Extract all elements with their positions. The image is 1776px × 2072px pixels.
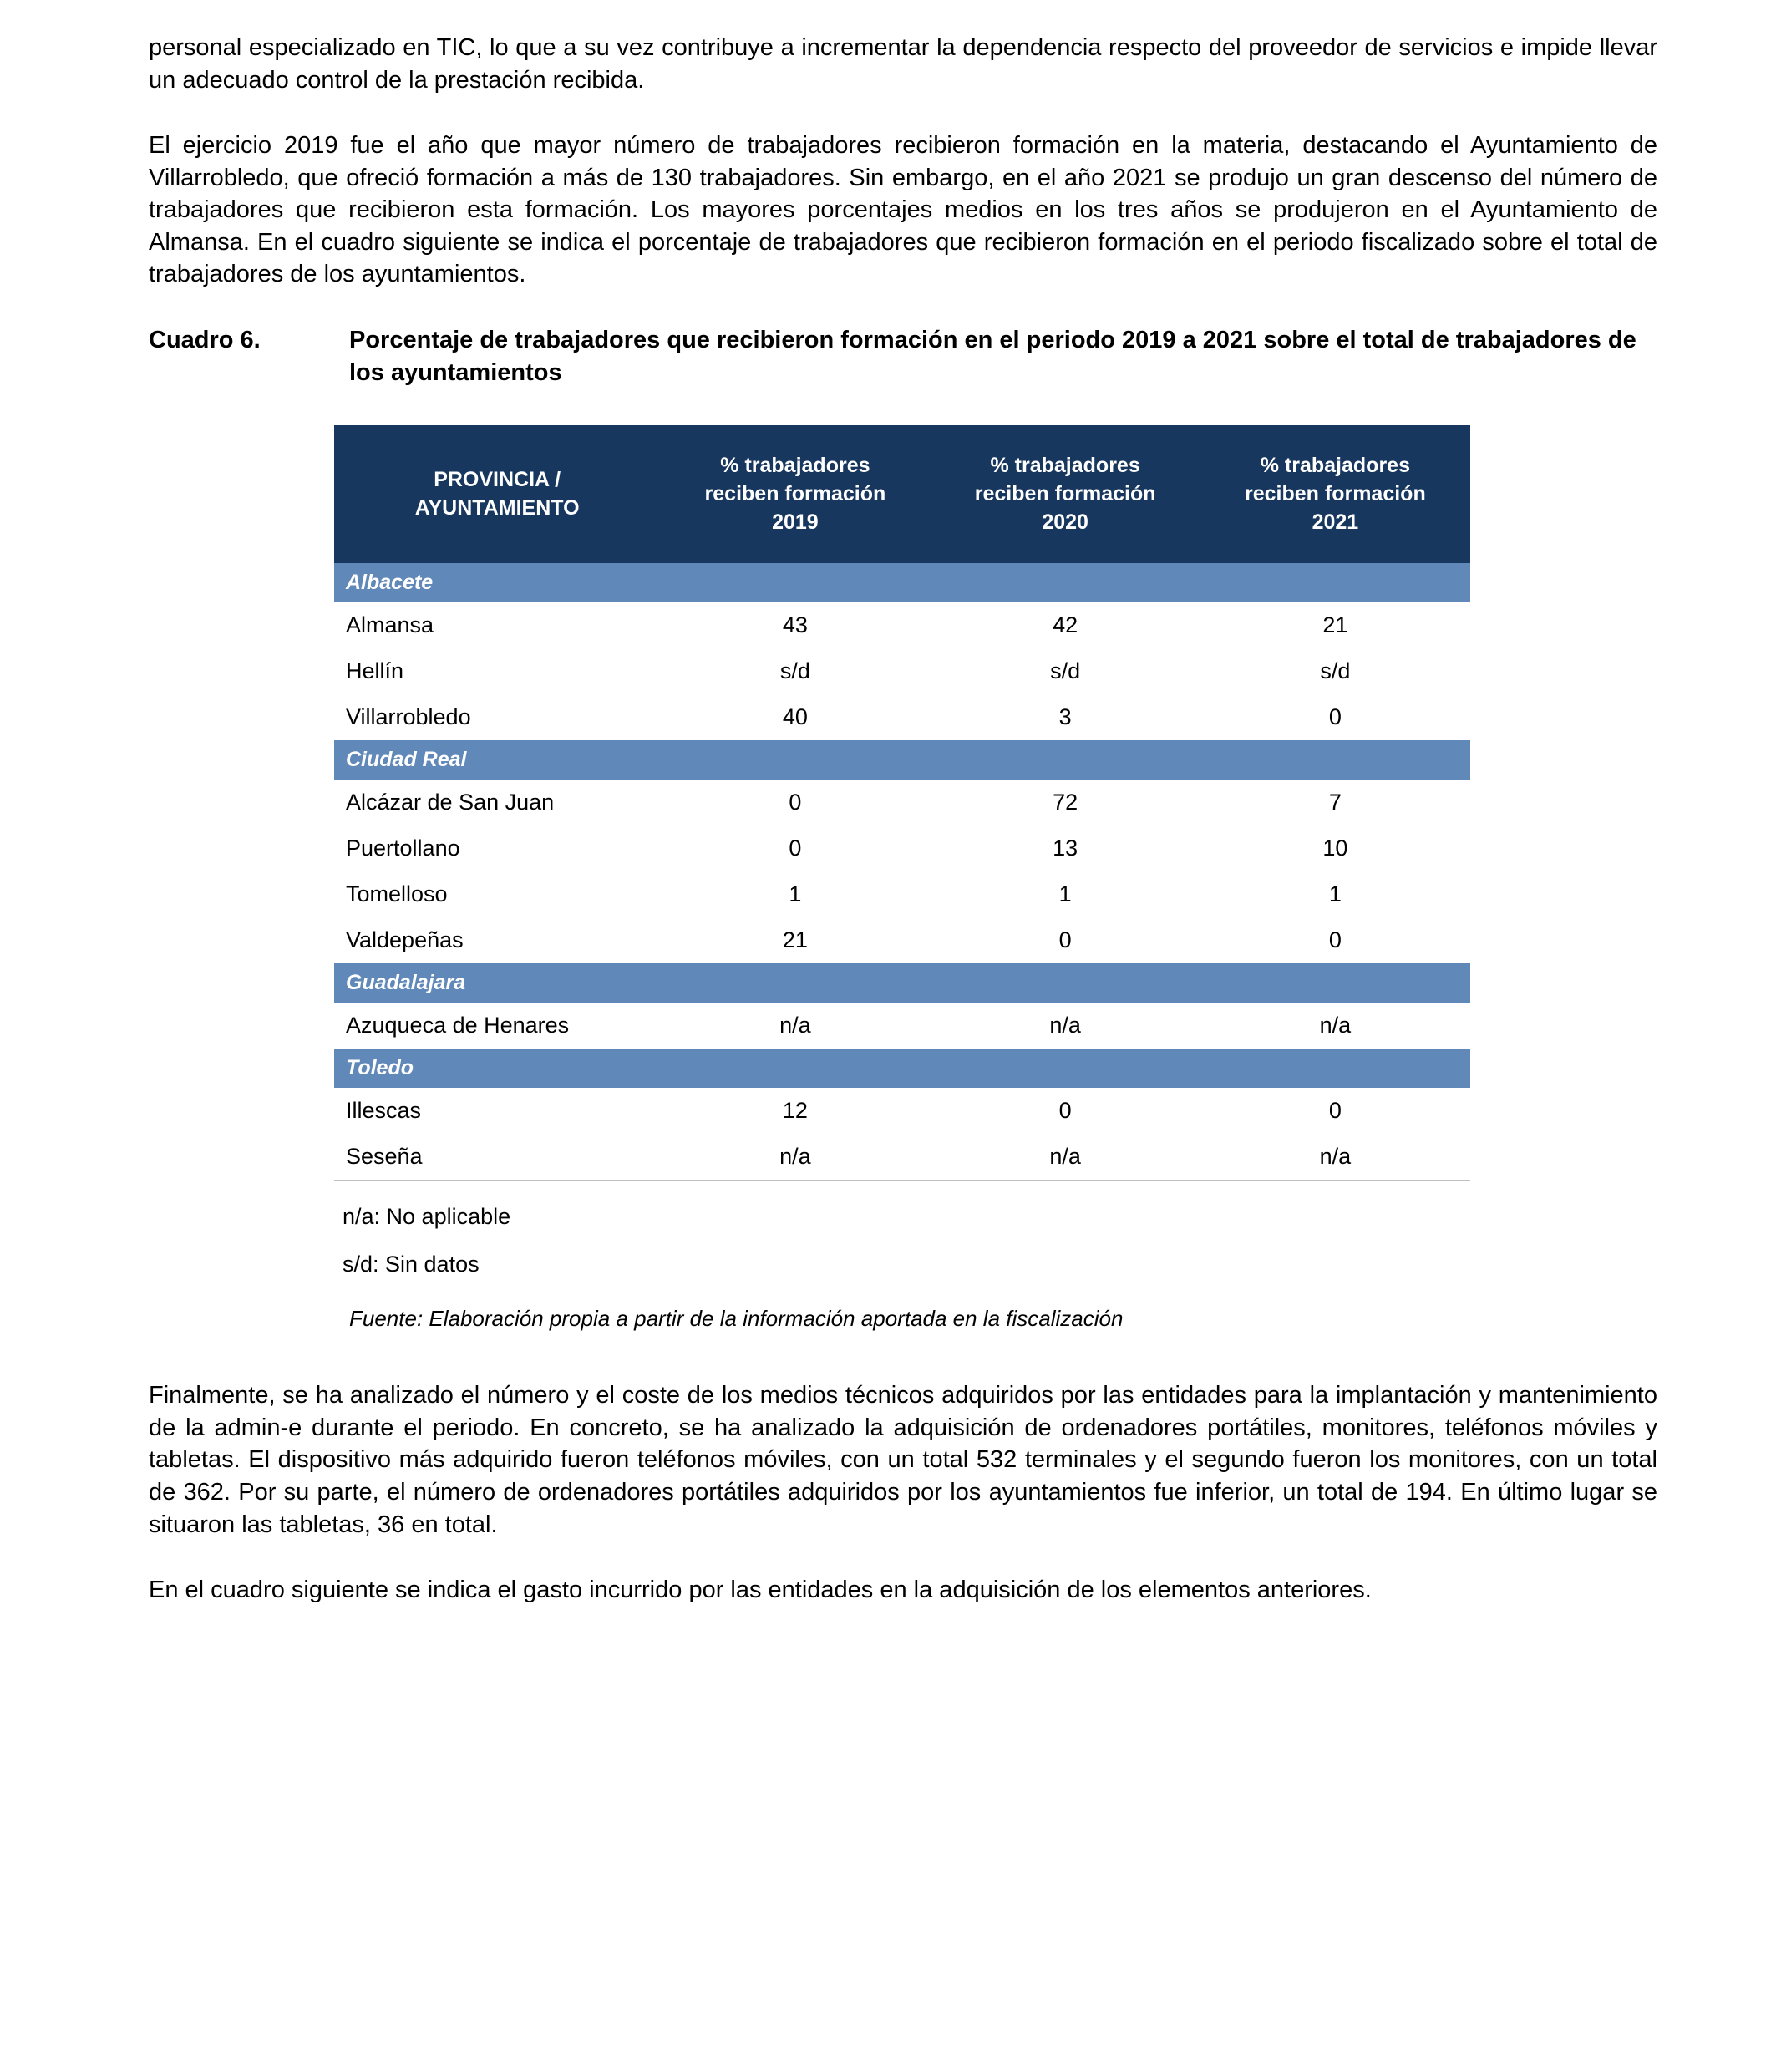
value-2020: 3 <box>931 694 1200 740</box>
table-source: Fuente: Elaboración propia a partir de la información aportada en la fiscalización <box>349 1305 1124 1331</box>
value-2020: 0 <box>931 1088 1200 1134</box>
table-body <box>334 563 1470 1181</box>
value-2021: 0 <box>1200 917 1470 963</box>
table-container <box>334 425 1470 1181</box>
municipality-name: Illescas <box>334 1088 660 1134</box>
footnote-sd: s/d: Sin datos <box>343 1252 480 1277</box>
municipality-name: Puertollano <box>334 825 660 871</box>
municipality-name: Villarrobledo <box>334 694 660 740</box>
header-provincia-ayuntamiento: PROVINCIA / AYUNTAMIENTO <box>334 425 660 563</box>
province-label: Albacete <box>334 563 1470 602</box>
municipality-name: Azuqueca de Henares <box>334 1003 660 1049</box>
value-2019: s/d <box>660 648 930 694</box>
table-row-puertollano <box>334 825 1470 871</box>
value-2020: 1 <box>931 871 1200 917</box>
value-2021: 0 <box>1200 1088 1470 1134</box>
table-row-villarrobledo <box>334 694 1470 740</box>
table-footnotes <box>343 1202 1657 1333</box>
value-2019: 12 <box>660 1088 930 1134</box>
municipality-name: Hellín <box>334 648 660 694</box>
header-formacion-2019: % trabajadores reciben formación 2019 <box>660 425 930 563</box>
province-label: Guadalajara <box>334 963 1470 1003</box>
header-formacion-2021: % trabajadores reciben formación 2021 <box>1200 425 1470 563</box>
province-label: Toledo <box>334 1049 1470 1088</box>
table-row-hellin <box>334 648 1470 694</box>
table-caption <box>149 324 1657 388</box>
paragraph-intro: personal especializado en TIC, lo que a su vez contribuye a incrementar la dependencia respecto del proveedor de servicios e impide llevar un adecuado control de la prestación recibida. <box>149 34 1657 94</box>
province-row-albacete <box>334 563 1470 602</box>
table-row-sesena <box>334 1134 1470 1181</box>
value-2020: 72 <box>931 780 1200 825</box>
value-2019: 43 <box>660 602 930 648</box>
value-2019: 21 <box>660 917 930 963</box>
value-2020: 42 <box>931 602 1200 648</box>
value-2020: 13 <box>931 825 1200 871</box>
municipality-name: Valdepeñas <box>334 917 660 963</box>
value-2019: 0 <box>660 825 930 871</box>
footnote-na: n/a: No aplicable <box>343 1204 511 1230</box>
table-row-alcazar <box>334 780 1470 825</box>
table-header-row <box>334 425 1470 563</box>
formacion-table <box>334 425 1470 1181</box>
municipality-name: Alcázar de San Juan <box>334 780 660 825</box>
value-2020: s/d <box>931 648 1200 694</box>
value-2020: n/a <box>931 1134 1200 1181</box>
table-row-illescas <box>334 1088 1470 1134</box>
value-2020: 0 <box>931 917 1200 963</box>
municipality-name: Seseña <box>334 1134 660 1181</box>
municipality-name: Tomelloso <box>334 871 660 917</box>
value-2021: 1 <box>1200 871 1470 917</box>
value-2021: n/a <box>1200 1134 1470 1181</box>
table-caption-label: Cuadro 6. <box>149 326 261 353</box>
value-2019: 1 <box>660 871 930 917</box>
municipality-name: Almansa <box>334 602 660 648</box>
province-label: Ciudad Real <box>334 740 1470 780</box>
table-row-azuqueca <box>334 1003 1470 1049</box>
value-2021: 7 <box>1200 780 1470 825</box>
value-2019: 0 <box>660 780 930 825</box>
table-row-almansa <box>334 602 1470 648</box>
value-2019: 40 <box>660 694 930 740</box>
value-2021: 0 <box>1200 694 1470 740</box>
table-caption-text: Porcentaje de trabajadores que recibieron formación en el periodo 2019 a 2021 sobre el total de trabajadores de los ayuntamientos <box>349 326 1636 386</box>
province-row-guadalajara <box>334 963 1470 1003</box>
paragraph-formacion: El ejercicio 2019 fue el año que mayor número de trabajadores recibieron formación en la materia, destacando el Ayuntamiento de Villarrobledo, que ofreció formación a más de 130 trabajadores. Sin embargo, en el año 2021 se produjo un gran descenso del número de trabajadores que recibieron esta formación. Los mayores porcentajes medios en los tres años se produjeron en el Ayuntamiento de Almansa. En el cuadro siguiente se indica el porcentaje de trabajadores que recibieron formación en el periodo fiscalizado sobre el total de trabajadores de los ayuntamientos. <box>149 132 1657 288</box>
table-row-valdepenas <box>334 917 1470 963</box>
value-2019: n/a <box>660 1134 930 1181</box>
value-2021: 10 <box>1200 825 1470 871</box>
value-2021: 21 <box>1200 602 1470 648</box>
value-2019: n/a <box>660 1003 930 1049</box>
paragraph-gasto: En el cuadro siguiente se indica el gasto incurrido por las entidades en la adquisición de los elementos anteriores. <box>149 1577 1372 1604</box>
province-row-ciudad-real <box>334 740 1470 780</box>
province-row-toledo <box>334 1049 1470 1088</box>
value-2020: n/a <box>931 1003 1200 1049</box>
paragraph-medios-tecnicos: Finalmente, se ha analizado el número y el coste de los medios técnicos adquiridos por las entidades para la implantación y mantenimiento de la admin-e durante el periodo. En concreto, se ha analizado la adquisición de ordenadores portátiles, monitores, teléfonos móviles y tabletas. El dispositivo más adquirido fueron teléfonos móviles, con un total 532 terminales y el segundo fueron los monitores, con un total de 362. Por su parte, el número de ordenadores portátiles adquiridos por los ayuntamientos fue inferior, un total de 194. En último lugar se situaron las tabletas, 36 en total. <box>149 1382 1657 1538</box>
header-formacion-2020: % trabajadores reciben formación 2020 <box>931 425 1200 563</box>
table-row-tomelloso <box>334 871 1470 917</box>
value-2021: s/d <box>1200 648 1470 694</box>
table-head <box>334 425 1470 563</box>
value-2021: n/a <box>1200 1003 1470 1049</box>
